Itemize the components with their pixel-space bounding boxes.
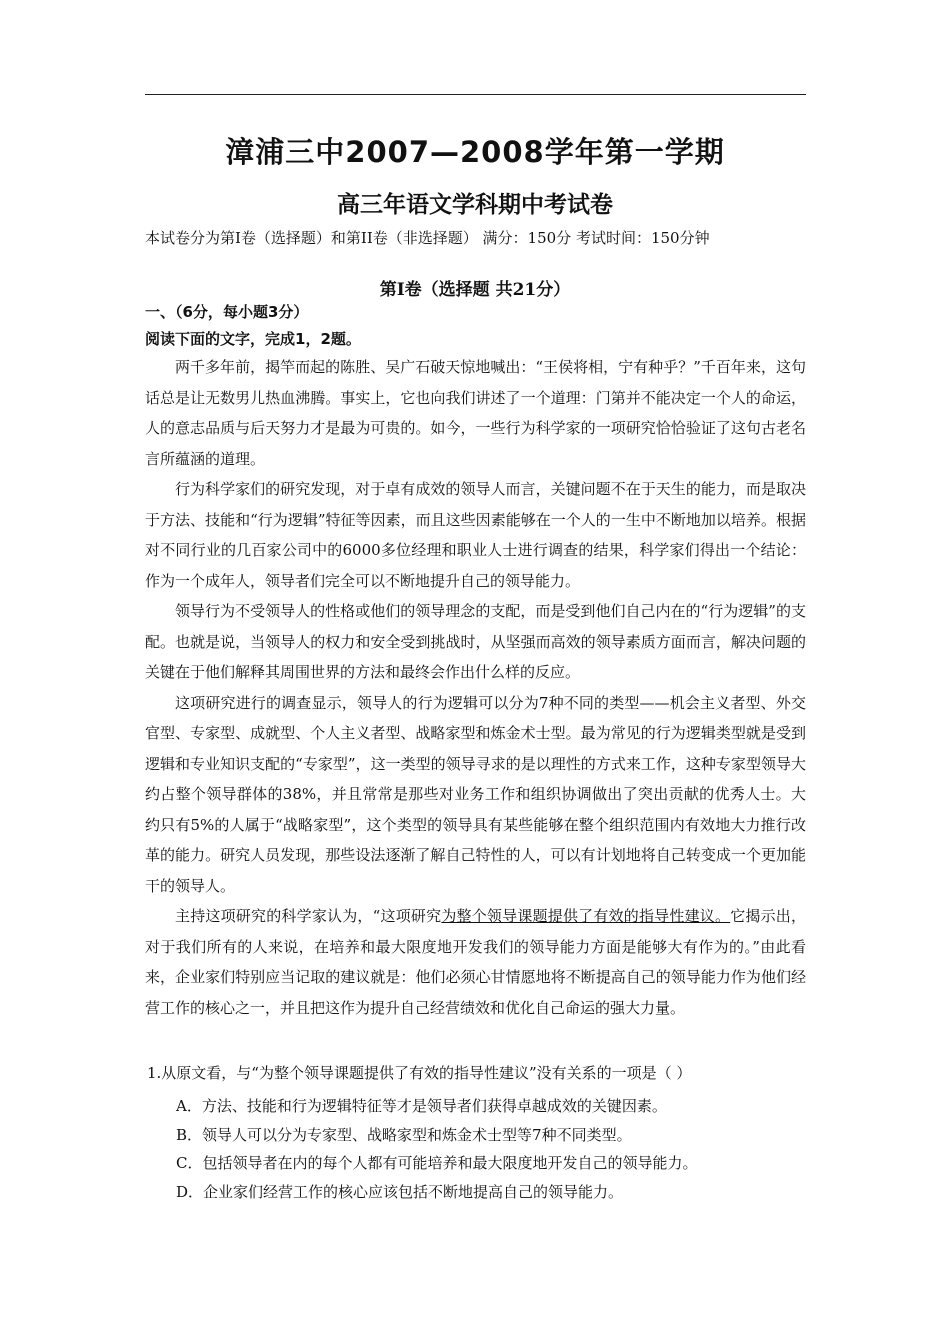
reading-instruction: 阅读下面的文字，完成1，2题。 (145, 330, 361, 348)
option-b: B．领导人可以分为专家型、战略家型和炼金术士型等7种不同类型。 (176, 1125, 632, 1144)
paragraph-5-start: 主持这项研究的科学家认为，“这项研究 (175, 907, 442, 925)
passage-paragraph-1: 两千多年前，揭竿而起的陈胜、吴广石破天惊地喊出：“王侯将相，宁有种乎？”千百年来，这句话总是让无数男儿热血沸腾。事实上，它也向我们讲述了一个道理：门第并不能决定一个人的命运，人的意志品质与后天努力才是最为可贵的。如今，一些行为科学家的一项研究恰恰验证了这句古老名言所蕴涵的道理。 (145, 358, 806, 468)
passage-paragraph-2: 行为科学家们的研究发现，对于卓有成效的领导人而言，关键问题不在于天生的能力，而是取决于方法、技能和“行为逻辑”特征等因素，而且这些因素能够在一个人的一生中不断地加以培养。根据对不同行业的几百家公司中的6000多位经理和职业人士进行调查的结果，科学家们得出一个结论：作为一个成年人，领导者们完全可以不断地提升自己的领导能力。 (145, 480, 806, 590)
option-a: A．方法、技能和行为逻辑特征等才是领导者们获得卓越成效的关键因素。 (176, 1097, 667, 1115)
header-rule (145, 94, 806, 95)
section-heading: 第I卷（选择题 共21分） (379, 280, 571, 300)
question-1-stem: 1.从原文看，与“为整个领导课题提供了有效的指导性建议”没有关系的一项是（ ） (147, 1064, 692, 1082)
passage-paragraph-3: 领导行为不受领导人的性格或他们的领导理念的支配，而是受到他们自己内在的“行为逻辑”的支配。也就是说，当领导人的权力和安全受到挑战时，从坚强而高效的领导素质方面而言，解决问题的关键在于他们解释其周围世界的方法和最终会作出什么样的反应。 (145, 602, 806, 681)
exam-subtitle: 高三年语文学科期中考试卷 (337, 192, 613, 218)
reading-passage (145, 352, 806, 1023)
part-label: 一、（6分，每小题3分） (145, 303, 309, 321)
exam-intro: 本试卷分为第I卷（选择题）和第II卷（非选择题） 满分：150分 考试时间：150分钟 (145, 229, 710, 247)
underlined-phrase: 为整个领导课题提供了有效的指导性建议。 (441, 907, 731, 925)
question-1-options (176, 1092, 816, 1206)
option-d: D．企业家们经营工作的核心应该包括不断地提高自己的领导能力。 (176, 1182, 624, 1201)
passage-paragraph-4: 这项研究进行的调查显示，领导人的行为逻辑可以分为7种不同的类型——机会主义者型、外交官型、专家型、成就型、个人主义者型、战略家型和炼金术士型。最为常见的行为逻辑类型就是受到逻辑和专业知识支配的“专家型”，这一类型的领导寻求的是以理性的方式来工作，这种专家型领导大约占整个领导群体的38%，并且常常是那些对业务工作和组织协调做出了突出贡献的优秀人士。大约只有5%的人属于“战略家型”，这个类型的领导具有某些能够在整个组织范围内有效地大力推行改革的能力。研究人员发现，那些设法逐渐了解自己特性的人，可以有计划地将自己转变成一个更加能干的领导人。 (145, 693, 806, 895)
option-c: C．包括领导者在内的每个人都有可能培养和最大限度地开发自己的领导能力。 (176, 1154, 698, 1172)
paragraph-5-end: 它揭示出，对于我们所有的人来说，在培养和最大限度地开发我们的领导能力方面是能够大有作为的。”由此看来，企业家们特别应当记取的建议就是：他们必须心甘情愿地将不断提高自己的领导能力作为他们经营工作的核心之一，并且把这作为提升自己经营绩效和优化自己命运的强大力量。 (145, 907, 806, 1017)
passage-paragraph-5 (145, 901, 806, 1023)
exam-title: 漳浦三中2007—2008学年第一学期 (225, 135, 725, 169)
